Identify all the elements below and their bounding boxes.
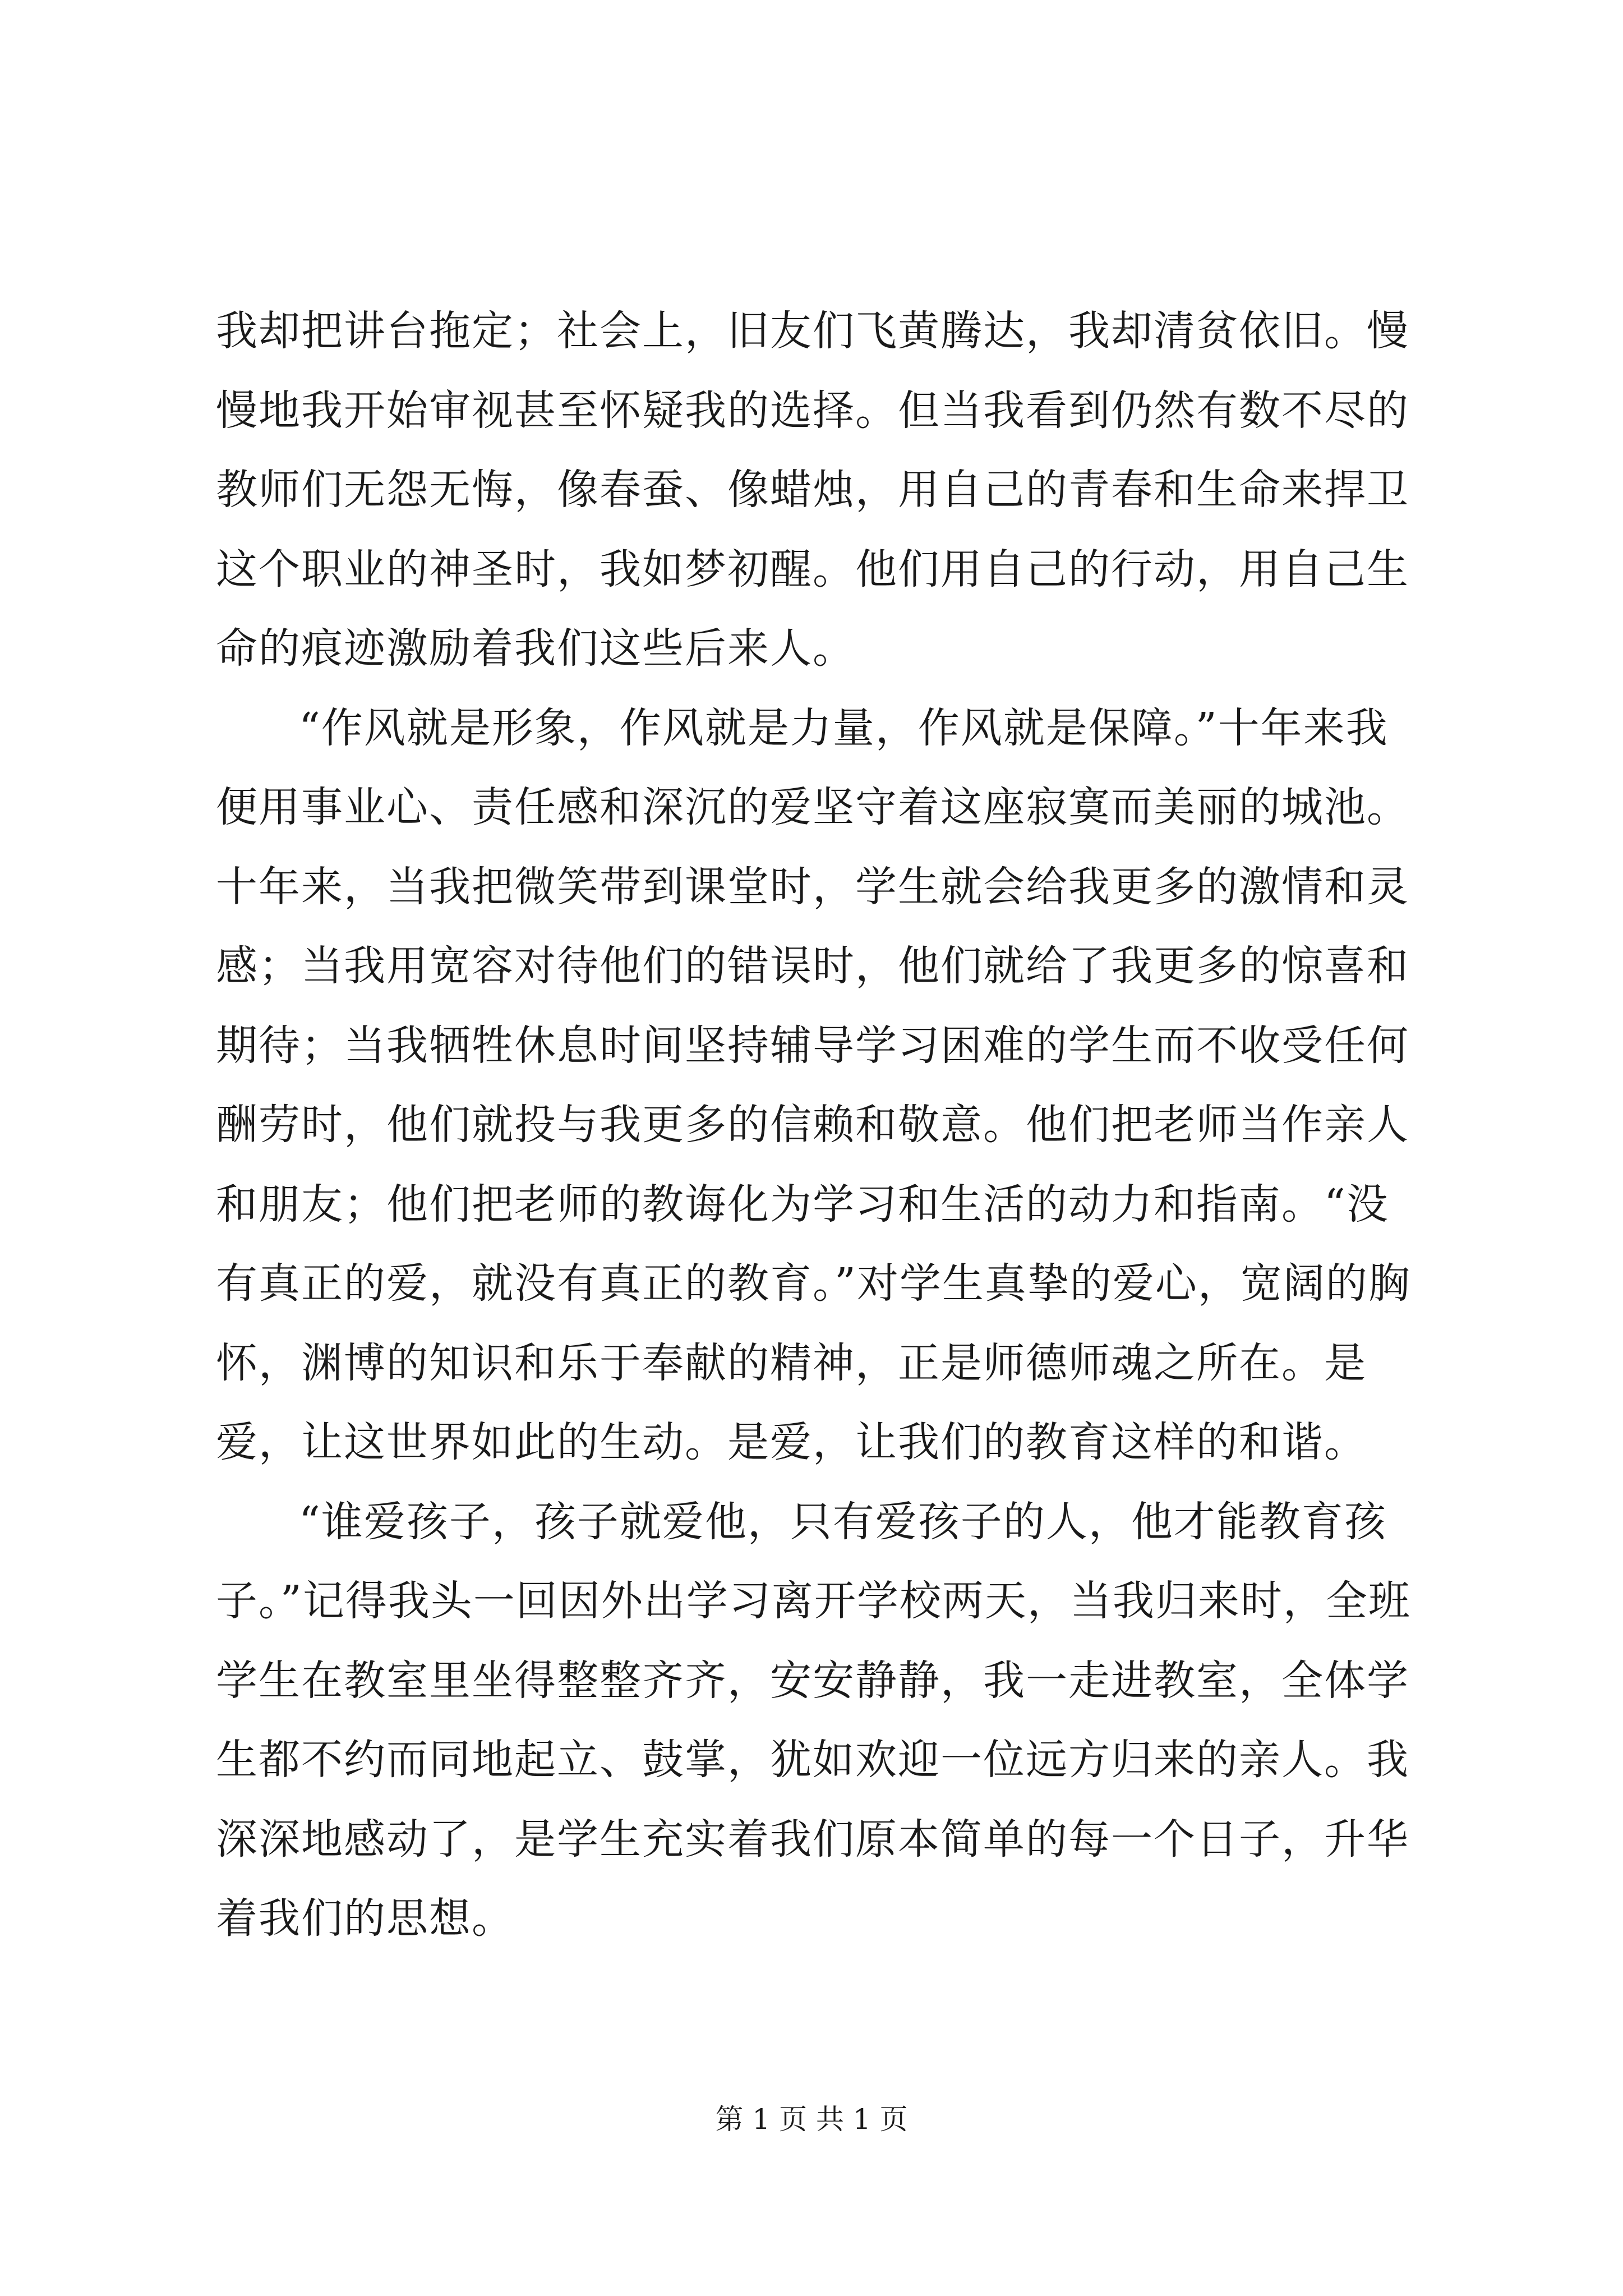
page-footer: 第 1 页 共 1 页 xyxy=(715,2103,908,2136)
paragraph-3: “谁爱孩子，孩子就爱他，只有爱孩子的人，他才能教育孩子。”记得我头一回因外出学习离开学校两天，当我归来时，全班学生在教室里坐得整整齐齐，安安静静，我一走进教室，全体学生都不约而同地起立、鼓掌，犹如欢迎一位远方归来的亲人。我深深地感动了，是学生充实着我们原本简单的每一个日子，升华着我们的思想。 xyxy=(216,1497,1411,1943)
document-body xyxy=(216,292,1427,1959)
paragraph-1: 我却把讲台拖定；社会上，旧友们飞黄腾达，我却清贫依旧。慢慢地我开始审视甚至怀疑我的选择。但当我看到仍然有数不尽的教师们无怨无悔，像春蚕、像蜡烛，用自己的青春和生命来捍卫这个职业的神圣时，我如梦初醒。他们用自己的行动，用自己生命的痕迹激励着我们这些后来人。 xyxy=(216,307,1409,673)
paragraph-2: “作风就是形象，作风就是力量，作风就是保障。”十年来我便用事业心、责任感和深沉的爱坚守着这座寂寞而美丽的城池。十年来，当我把微笑带到课堂时，学生就会给我更多的激情和灵感；当我用宽容对待他们的错误时，他们就给了我更多的惊喜和期待；当我牺牲休息时间坚持辅导学习困难的学生而不收受任何酬劳时，他们就投与我更多的信赖和敬意。他们把老师当作亲人和朋友；他们把老师的教诲化为学习和生活的动力和指南。“没有真正的爱，就没有真正的教育。”对学生真挚的爱心，宽阔的胸怀，渊博的知识和乐于奉献的精神，正是师德师魂之所在。是爱，让这世界如此的生动。是爱，让我们的教育这样的和谐。 xyxy=(216,703,1411,1466)
